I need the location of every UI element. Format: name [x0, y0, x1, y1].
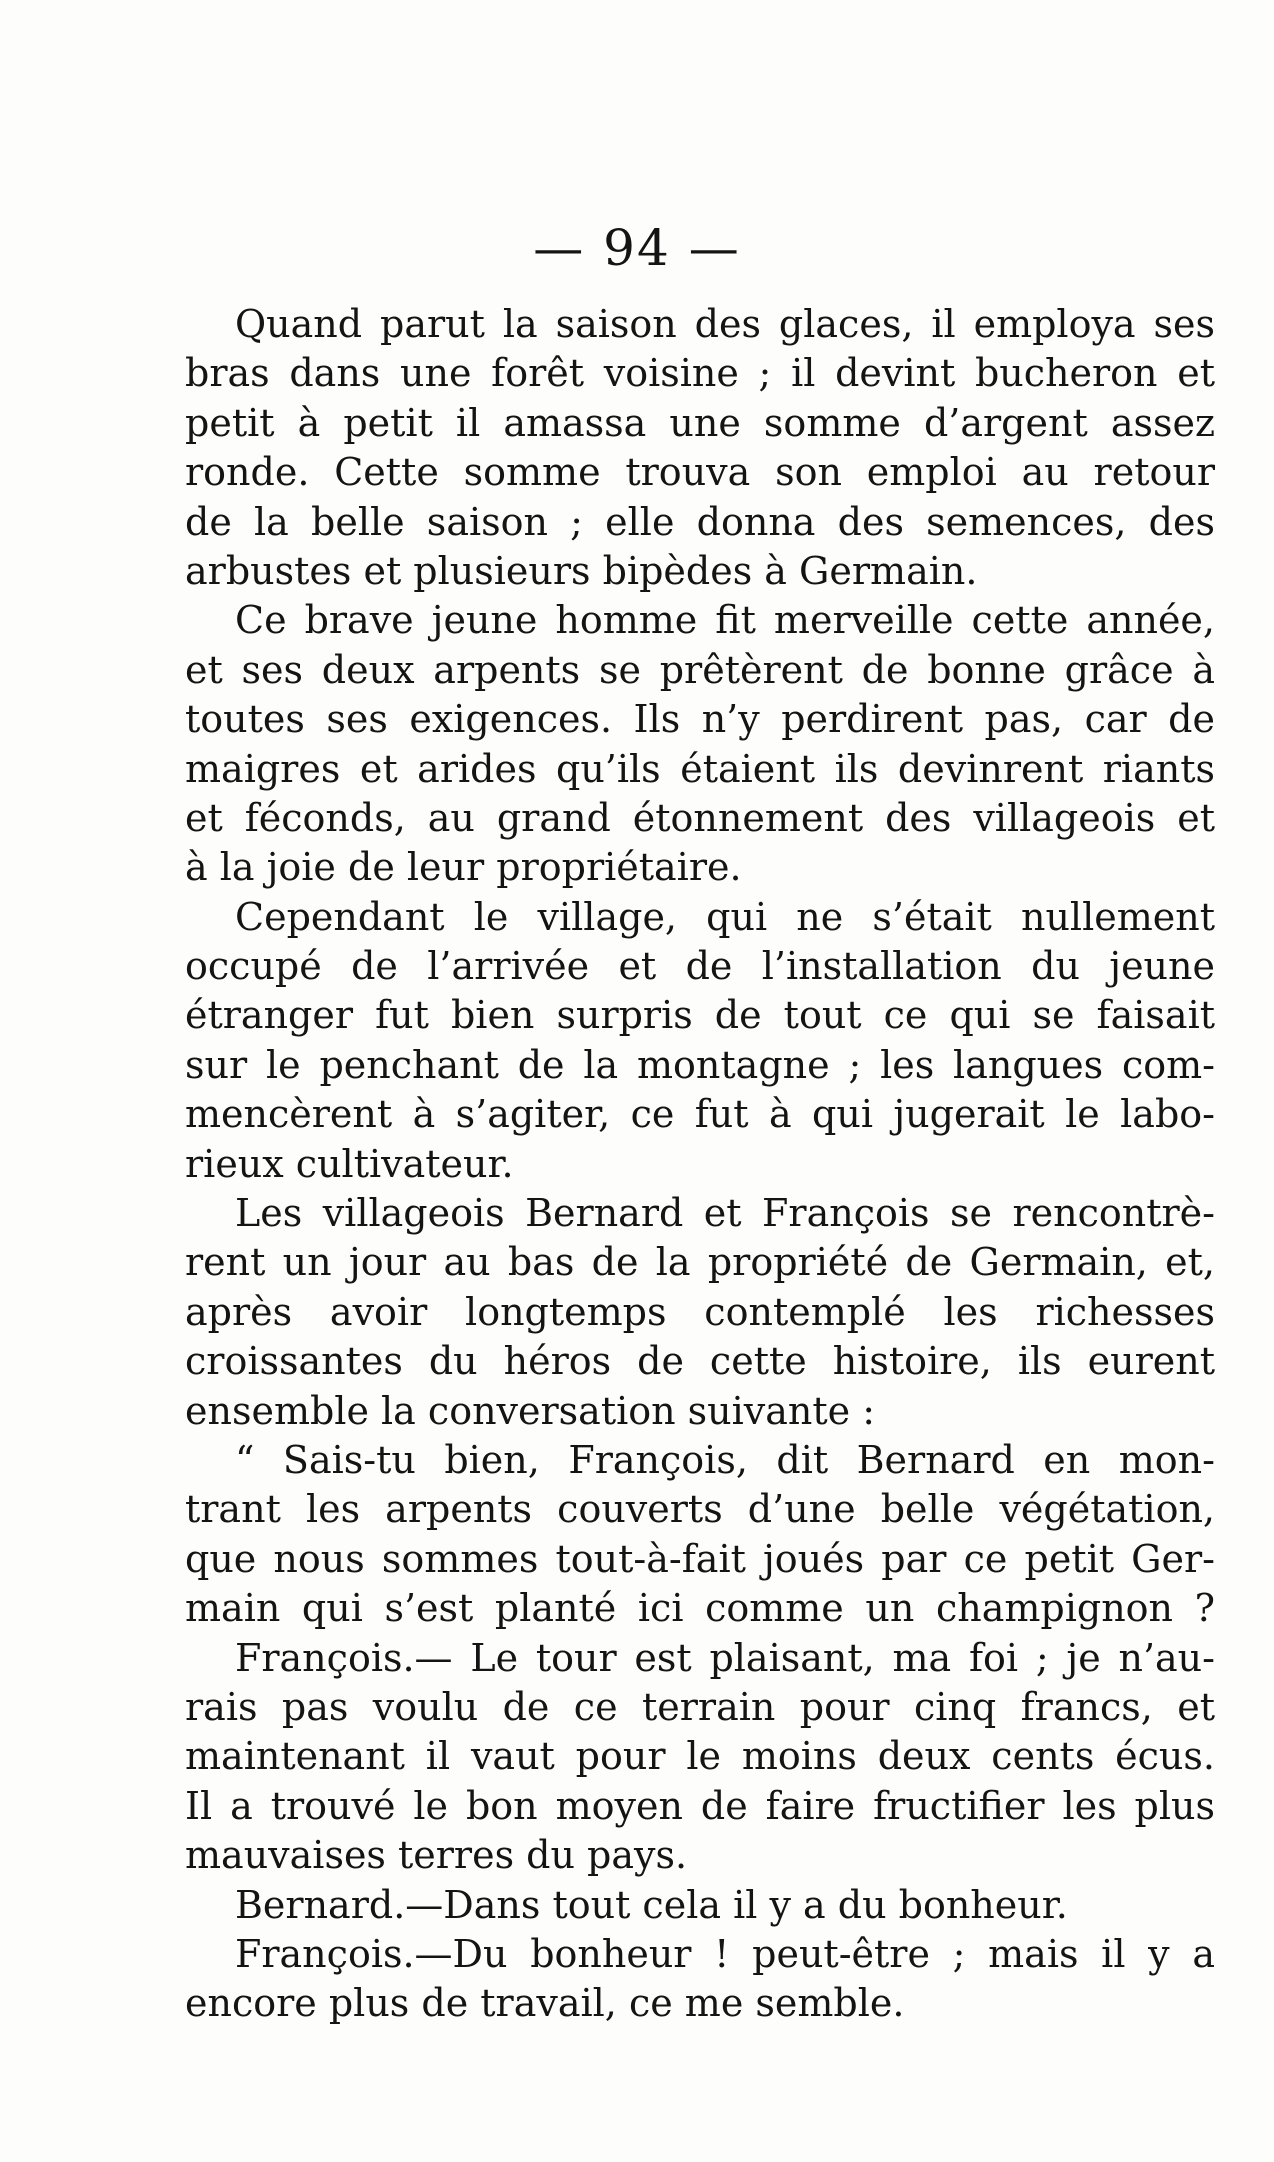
body-text — [185, 300, 1215, 2029]
text-line: rais pas voulu de ce terrain pour cinq francs, et — [185, 1684, 1215, 1729]
text-line: rent un jour au bas de la propriété de Germain, et, — [185, 1240, 1215, 1285]
text-line: et féconds, au grand étonnement des villageois et — [185, 795, 1215, 840]
text-line: rieux cultivateur. — [185, 1141, 514, 1186]
text-line: Quand parut la saison des glaces, il employa ses — [235, 302, 1215, 346]
text-line: que nous sommes tout-à-fait joués par ce petit Ger- — [185, 1536, 1215, 1581]
text-line: sur le penchant de la montagne ; les langues com- — [185, 1042, 1215, 1087]
text-line: étranger fut bien surpris de tout ce qui se faisait — [185, 993, 1215, 1038]
text-line: toutes ses exigences. Ils n’y perdirent pas, car de — [185, 697, 1215, 742]
text-line: de la belle saison ; elle donna des semences, des — [185, 499, 1215, 544]
text-line: bras dans une forêt voisine ; il devint bucheron et — [185, 351, 1215, 396]
text-line: mauvaises terres du pays. — [185, 1833, 688, 1878]
text-line: encore plus de travail, ce me semble. — [185, 1981, 905, 2026]
text-line: petit à petit il amassa une somme d’argent assez — [185, 400, 1215, 445]
text-line: trant les arpents couverts d’une belle végétation, — [185, 1487, 1215, 1532]
text-line: et ses deux arpents se prêtèrent de bonne grâce à — [185, 647, 1215, 692]
text-line: mencèrent à s’agiter, ce fut à qui jugerait le labo- — [185, 1092, 1215, 1137]
text-line: croissantes du héros de cette histoire, ils eurent — [185, 1339, 1215, 1384]
text-line: Ce brave jeune homme fit merveille cette année, — [235, 598, 1215, 643]
text-line: “ Sais-tu bien, François, dit Bernard en mon- — [235, 1437, 1215, 1482]
text-line: maintenant il vaut pour le moins deux cents écus. — [185, 1734, 1215, 1779]
text-line: main qui s’est planté ici comme un champignon ? — [185, 1586, 1215, 1631]
text-line: Les villageois Bernard et François se rencontrè- — [235, 1191, 1215, 1236]
text-line: maigres et arides qu’ils étaient ils devinrent riants — [185, 746, 1215, 791]
text-line: occupé de l’arrivée et de l’installation du jeune — [185, 944, 1215, 989]
text-line: Il a trouvé le bon moyen de faire fructifier les plus — [185, 1783, 1215, 1828]
text-line: Bernard.—Dans tout cela il y a du bonheur. — [235, 1882, 1068, 1927]
text-line: après avoir longtemps contemplé les richesses — [185, 1289, 1215, 1334]
text-line: Cependant le village, qui ne s’était nullement — [235, 894, 1215, 939]
text-line: François.—Du bonheur ! peut-être ; mais il y a — [235, 1931, 1215, 1976]
text-line: arbustes et plusieurs bipèdes à Germain. — [185, 548, 978, 593]
text-line: François.— Le tour est plaisant, ma foi ; je n’au- — [235, 1635, 1215, 1680]
text-line: à la joie de leur propriétaire. — [185, 845, 742, 890]
page-number: — 94 — — [533, 219, 741, 277]
text-line: ronde. Cette somme trouva son emploi au retour — [185, 450, 1215, 495]
text-line: ensemble la conversation suivante : — [185, 1388, 876, 1433]
